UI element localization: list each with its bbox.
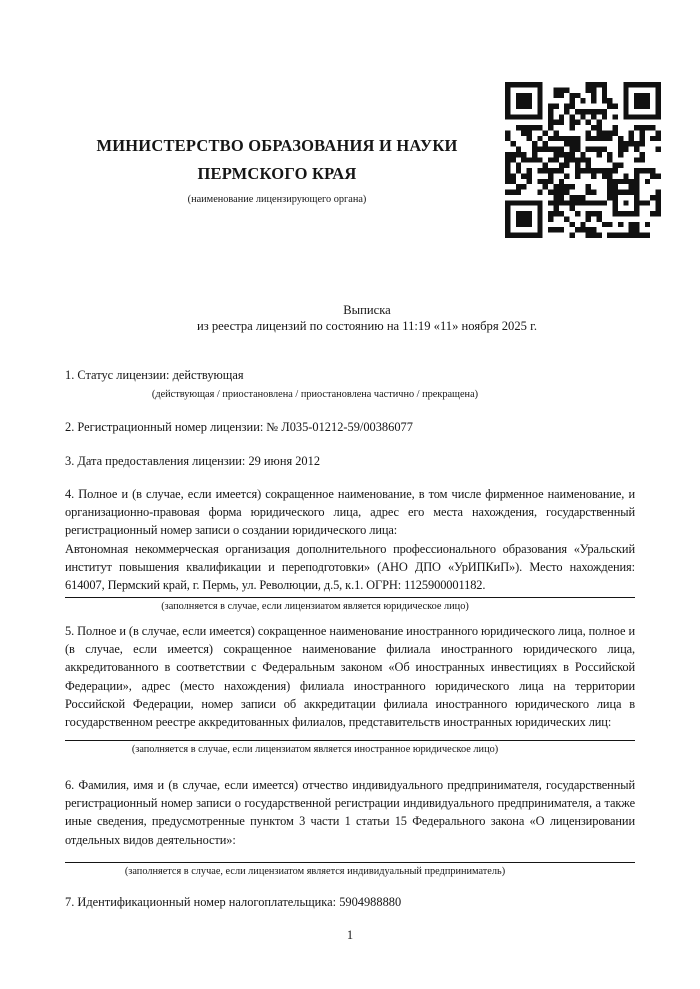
individual-entrepreneur-fill-line: [65, 862, 635, 863]
foreign-entity-fill-line: [65, 740, 635, 741]
foreign-entity-note: (заполняется в случае, если лицензиатом является иностранное юридическое лицо): [131, 744, 499, 756]
title-line1: Выписка: [343, 303, 391, 317]
grant-date-value: 29 июня 2012: [248, 454, 321, 468]
license-status-note: (действующая / приостановлена / приостановлена частично / прекращена): [151, 389, 479, 401]
taxpayer-number-label: 7. Идентификационный номер налогоплательщика:: [65, 895, 337, 909]
license-status-value: действующая: [172, 368, 244, 382]
taxpayer-number-line: [65, 893, 635, 911]
item-grant-date: [65, 452, 635, 470]
registration-number-value: № Л035-01212-59/00386077: [266, 420, 413, 434]
grant-date-line: [65, 452, 635, 470]
registration-number-label: 2. Регистрационный номер лицензии:: [65, 420, 264, 434]
foreign-entity-intro: 5. Полное и (в случае, если имеется) сокращенное наименование иностранного юридического лица, полное и (в случае, если имеется) сокращенное наименование филиала иностранного юридического лица, аккредитованного в соответствии с Федеральным законом «Об иностранных инвестициях в Российской Федерации», адрес (место нахождения) филиала иностранного юридического лица на территории Российской Федерации, номер записи об аккредитации филиала иностранного юридического лица в государственном реестре аккредитованных филиалов, представительств иностранных юридических лиц:: [65, 624, 635, 730]
legal-entity-note: (заполняется в случае, если лицензиатом является юридическое лицо): [161, 601, 469, 613]
licensing-authority-header: [65, 132, 489, 206]
ministry-caption: (наименование лицензирующего органа): [187, 194, 367, 205]
legal-entity-value: Автономная некоммерческая организация дополнительного профессионального образования «Уральский институт повышения квалификации и переподготовки» (АНО ДПО «УрИПКиП»). Место нахождения: 614007, Пермский край, г. Пермь, ул. Революции, д.5, к.1. ОГРН: 1125900001182.: [65, 541, 635, 593]
item-license-status: [65, 366, 635, 401]
item-registration-number: [65, 418, 635, 436]
legal-entity-intro: 4. Полное и (в случае, если имеется) сокращенное наименование, в том числе фирменное наименование, и организационно-правовая форма юридического лица, адрес его места нахождения, государственный регистрационный номер записи о создании юридического лица:: [65, 487, 635, 538]
item-legal-entity: [65, 485, 635, 613]
individual-entrepreneur-note: (заполняется в случае, если лицензиатом является индивидуальный предприниматель): [124, 865, 506, 877]
item-foreign-entity: [65, 622, 635, 756]
grant-date-label: 3. Дата предоставления лицензии:: [65, 454, 246, 468]
license-status-label: 1. Статус лицензии:: [65, 368, 170, 382]
individual-entrepreneur-intro: 6. Фамилия, имя и (в случае, если имеется) отчество индивидуального предпринимателя, государственный регистрационный номер записи о государственной регистрации индивидуального предпринимателя, а также иные сведения, предусмотренные пунктом 3 части 1 статьи 15 Федерального закона «О лицензировании отдельных видов деятельности»:: [65, 778, 635, 847]
document-title: [65, 302, 635, 334]
title-line2: из реестра лицензий по состоянию на 11:19 «11» ноября 2025 г.: [196, 319, 537, 333]
item-individual-entrepreneur: [65, 776, 635, 878]
taxpayer-number-value: 5904988880: [339, 895, 402, 909]
license-status-line: [65, 366, 635, 384]
legal-entity-fill-line: [65, 597, 635, 598]
registration-number-line: [65, 418, 635, 436]
qr-code-icon: [505, 82, 661, 238]
ministry-name-line1: МИНИСТЕРСТВО ОБРАЗОВАНИЯ И НАУКИ: [96, 136, 458, 155]
page-number: 1: [346, 928, 354, 942]
ministry-name-line2: ПЕРМСКОГО КРАЯ: [197, 164, 357, 183]
item-taxpayer-number: [65, 893, 635, 911]
qr-code-image: [505, 82, 661, 238]
